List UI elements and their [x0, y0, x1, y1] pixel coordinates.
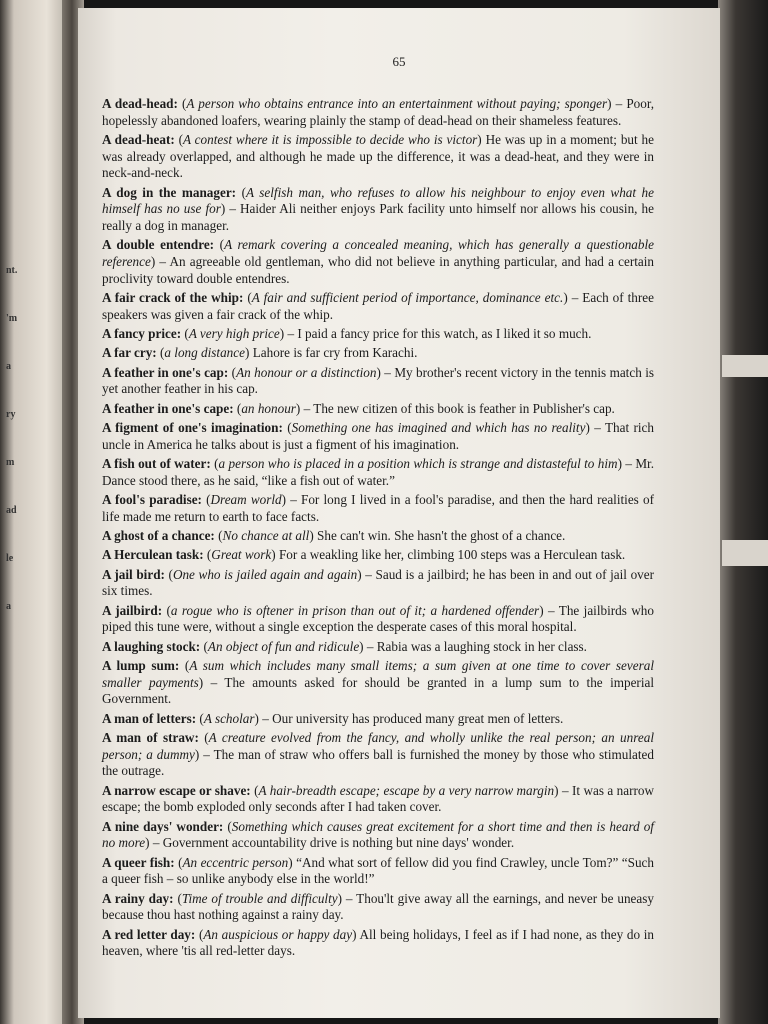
book-page: [78, 8, 720, 1018]
margin-fragment: ad: [6, 505, 17, 516]
idiom-meaning: One who is jailed again and again: [172, 566, 358, 582]
meaning-close: ): [617, 456, 622, 471]
meaning-open: (: [243, 290, 252, 306]
meaning-close: ): [357, 566, 362, 582]
idiom-term: A jailbird:: [102, 602, 163, 618]
idiom-term: A dog in the manager:: [102, 184, 237, 200]
idiom-meaning: Something which causes great excitement for a short time and then is heard of no more: [102, 818, 654, 851]
meaning-open: (: [162, 602, 171, 618]
idiom-example: – Saud is a jailbird; he has been in and out of jail over six times.: [102, 566, 654, 599]
margin-fragment: m: [6, 457, 15, 468]
idiom-meaning: a rogue who is oftener in prison than out of it; a hardened offender: [170, 602, 540, 618]
meaning-close: ): [539, 602, 544, 618]
idiom-meaning: Time of trouble and difficulty: [181, 890, 338, 906]
idiom-entry: [102, 658, 654, 708]
idiom-entry: [102, 528, 654, 545]
page-number: 65: [392, 54, 406, 69]
idiom-term: A rainy day:: [102, 890, 174, 906]
meaning-open: (: [164, 566, 173, 582]
meaning-open: (: [198, 729, 209, 745]
idiom-example: – The man of straw who offers ball is furnished the money by those who stimulated the outrage.: [102, 746, 654, 779]
idiom-meaning: Dream world: [210, 492, 282, 507]
idiom-example: – Rabia was a laughing stock in her class.: [363, 638, 587, 654]
idiom-entry: [102, 927, 654, 960]
idiom-entry: [102, 783, 654, 816]
margin-fragment: le: [6, 553, 14, 564]
idiom-entry: [102, 326, 654, 343]
meaning-close: ): [607, 96, 612, 111]
idiom-example: – Our university has produced many great men of letters.: [258, 710, 564, 726]
margin-fragment: nt.: [6, 265, 18, 276]
meaning-close: ): [309, 528, 314, 543]
page-tab: [722, 355, 768, 377]
meaning-open: (: [156, 345, 165, 361]
idiom-entry: [102, 456, 654, 489]
right-page-edge: [718, 0, 768, 1024]
meaning-open: (: [181, 326, 189, 342]
meaning-close: ): [194, 746, 200, 762]
meaning-close: ): [279, 326, 285, 342]
idiom-meaning: An eccentric person: [182, 854, 289, 870]
idiom-entry: [102, 711, 654, 728]
meaning-open: (: [177, 96, 187, 111]
idiom-term: A feather in one's cap:: [102, 364, 229, 380]
idiom-example: – The jailbirds who piped this tune were, without a single exception the desperate cases of this moral hospital.: [102, 602, 654, 635]
idiom-example: – The amounts asked for should be granted in a lump sum to the imperial Government.: [102, 674, 655, 707]
idiom-entry: [102, 819, 654, 852]
idiom-example: – Thou'lt give away all the earnings, and never be uneasy because thou hast nothing against a rainy day.: [102, 890, 654, 923]
idiom-meaning: A fair and sufficient period of importance, dominance etc.: [251, 290, 564, 306]
idiom-meaning: A creature evolved from the fancy, and wholly unlike the real person; an unreal person; a dummy: [102, 729, 654, 762]
meaning-open: (: [173, 890, 182, 906]
meaning-open: (: [282, 420, 292, 435]
idiom-example: – The new citizen of this book is feather in Publisher's cap.: [300, 400, 615, 416]
idiom-meaning: a long distance: [164, 345, 245, 361]
idiom-entry: [102, 345, 654, 362]
idiom-example: – For long I lived in a fool's paradise, and then the hard realities of life made me return to earth to face facts.: [102, 492, 654, 524]
meaning-close: ): [352, 926, 357, 942]
meaning-close: ): [295, 400, 301, 416]
meaning-close: ): [220, 201, 226, 217]
idiom-meaning: An honour or a distinction: [236, 364, 377, 380]
idiom-example: – My brother's recent victory in the tennis match is yet another feather in his cap.: [102, 364, 655, 397]
meaning-open: (: [214, 237, 225, 253]
idiom-entry: [102, 492, 654, 525]
idiom-meaning: Something one has imagined and which has no reality: [291, 420, 586, 435]
idiom-example: Lahore is far cry from Karachi.: [249, 345, 418, 361]
idiom-term: A red letter day:: [102, 926, 196, 942]
idiom-meaning: A sum which includes many small items; a sum given at one time to cover several smaller payments: [102, 657, 654, 690]
idiom-meaning: An object of fun and ridicule: [207, 638, 360, 654]
idiom-term: A fair crack of the whip:: [102, 290, 244, 306]
idiom-term: A laughing stock:: [102, 638, 201, 654]
idiom-term: A lump sum:: [102, 657, 180, 673]
margin-fragment: a: [6, 601, 11, 612]
meaning-open: (: [233, 400, 242, 416]
meaning-close: ): [337, 890, 343, 906]
idiom-entry: [102, 855, 654, 888]
idiom-example: – That rich uncle in America he talks about is just a figment of his imagination.: [102, 420, 654, 452]
idiom-term: A dead-heat:: [102, 132, 175, 147]
idiom-example: – Haider Ali neither enjoys Park facility unto himself nor allows his cousin, he really a dog in manager.: [102, 201, 654, 234]
meaning-open: (: [195, 926, 204, 942]
idiom-example: – Mr. Dance stood there, as he said, “like a fish out of water.”: [102, 456, 655, 488]
idiom-term: A figment of one's imagination:: [102, 420, 283, 435]
meaning-open: (: [214, 528, 223, 543]
idiom-term: A far cry:: [102, 345, 157, 361]
idiom-example: She can't win. She hasn't the ghost of a chance.: [313, 528, 566, 543]
idiom-entry: [102, 420, 654, 453]
idiom-term: A double entendre:: [102, 237, 215, 253]
idiom-term: A dead-head:: [102, 96, 178, 111]
idiom-term: A queer fish:: [102, 854, 175, 870]
meaning-open: (: [228, 364, 237, 380]
idiom-entry: [102, 547, 654, 564]
idiom-term: A feather in one's cape:: [102, 400, 234, 416]
meaning-close: ): [271, 547, 276, 563]
idiom-example: – Poor, hopelessly abandoned loafers, wearing plainly the stamp of dead-head on their shameless features.: [102, 96, 654, 128]
meaning-open: (: [174, 854, 183, 870]
idiom-entry: [102, 132, 654, 182]
meaning-open: (: [223, 818, 232, 834]
meaning-close: ): [585, 420, 590, 435]
idiom-meaning: A contest where it is impossible to decide who is victor: [183, 132, 478, 147]
idiom-entry: [102, 365, 654, 398]
idiom-meaning: Great work: [211, 547, 272, 563]
idiom-example: – Each of three speakers was given a fair crack of the whip.: [102, 290, 654, 322]
idiom-term: A man of letters:: [102, 710, 197, 726]
meaning-open: (: [203, 547, 212, 563]
idiom-example: “And what sort of fellow did you find Crawley, uncle Tom?” “Such a queer fish – so unlike anybody else in the world!”: [102, 854, 654, 887]
meaning-close: ): [359, 638, 364, 654]
idiom-term: A man of straw:: [102, 729, 199, 745]
idiom-entry: [102, 401, 654, 418]
margin-fragment: ry: [6, 409, 16, 420]
idiom-term: A fancy price:: [102, 326, 182, 342]
idiom-example: – I paid a fancy price for this watch, as I liked it so much.: [284, 326, 592, 342]
idiom-entry: [102, 639, 654, 656]
meaning-open: (: [174, 132, 183, 147]
meaning-close: ): [376, 364, 381, 380]
meaning-open: (: [250, 782, 259, 798]
meaning-close: ): [145, 835, 150, 851]
idiom-entry: [102, 290, 654, 323]
meaning-open: (: [236, 184, 246, 200]
meaning-open: (: [179, 657, 190, 673]
meaning-close: ): [554, 782, 559, 798]
meaning-open: (: [200, 638, 208, 654]
left-margin-fragments: [6, 260, 32, 644]
margin-fragment: a: [6, 361, 11, 372]
idiom-meaning: No chance at all: [222, 528, 310, 543]
margin-fragment: 'm: [6, 313, 18, 324]
idiom-example: All being holidays, I feel as if I had none, as they do in heaven, where 'tis all red-letter days.: [102, 926, 654, 959]
idiom-term: A narrow escape or shave:: [102, 782, 251, 798]
idiom-entry: [102, 730, 654, 780]
idiom-term: A jail bird:: [102, 566, 165, 582]
idiom-meaning: an honour: [241, 400, 296, 416]
idiom-entry: [102, 567, 654, 600]
idiom-meaning: A selfish man, who refuses to allow his neighbour to enjoy even what he himself has no use for: [102, 184, 654, 217]
meaning-close: ): [254, 710, 259, 726]
idiom-entry: [102, 891, 654, 924]
meaning-close: ): [281, 492, 287, 507]
idiom-example: – It was a narrow escape; the bomb exploded only seconds after I had taken cover.: [102, 782, 654, 815]
idiom-entry: [102, 96, 654, 129]
meaning-close: ): [477, 132, 482, 147]
meaning-open: (: [210, 456, 219, 471]
idiom-entry: [102, 237, 654, 287]
idiom-meaning: A person who obtains entrance into an entertainment without paying; sponger: [186, 96, 608, 111]
idiom-meaning: A remark covering a concealed meaning, which has generally a questionable reference: [102, 237, 654, 270]
meaning-close: ): [244, 345, 250, 361]
meaning-close: ): [198, 674, 204, 690]
idiom-term: A nine days' wonder:: [102, 818, 224, 834]
meaning-open: (: [201, 492, 211, 507]
page-tab: [722, 540, 768, 566]
idiom-meaning: An auspicious or happy day: [203, 926, 353, 942]
idiom-example: – Government accountability drive is nothing but nine days' wonder.: [149, 835, 515, 851]
idiom-term: A fool's paradise:: [102, 492, 202, 507]
idiom-term: A fish out of water:: [102, 456, 211, 471]
idiom-example: For a weakling like her, climbing 100 steps was a Herculean task.: [275, 547, 626, 563]
idiom-example: – An agreeable old gentleman, who did not believe in anything particular, and had a certain proclivity toward double entendres.: [102, 254, 654, 286]
idiom-list: [102, 96, 654, 963]
idiom-meaning: A hair-breadth escape; escape by a very narrow margin: [258, 782, 555, 798]
idiom-example: He was up in a moment; but he was already overlapped, and although he made up the difference, it was a dead-heat, and they were in neck-and-neck.: [102, 132, 654, 181]
meaning-close: ): [288, 854, 293, 870]
idiom-entry: [102, 185, 654, 235]
meaning-close: ): [150, 254, 156, 270]
idiom-meaning: A scholar: [203, 710, 255, 726]
idiom-meaning: a person who is placed in a position which is strange and distasteful to him: [218, 456, 618, 471]
idiom-meaning: A very high price: [188, 326, 280, 342]
idiom-term: A Herculean task:: [102, 547, 204, 563]
meaning-open: (: [196, 710, 204, 726]
idiom-term: A ghost of a chance:: [102, 528, 215, 543]
meaning-close: ): [563, 290, 568, 306]
idiom-entry: [102, 603, 654, 636]
